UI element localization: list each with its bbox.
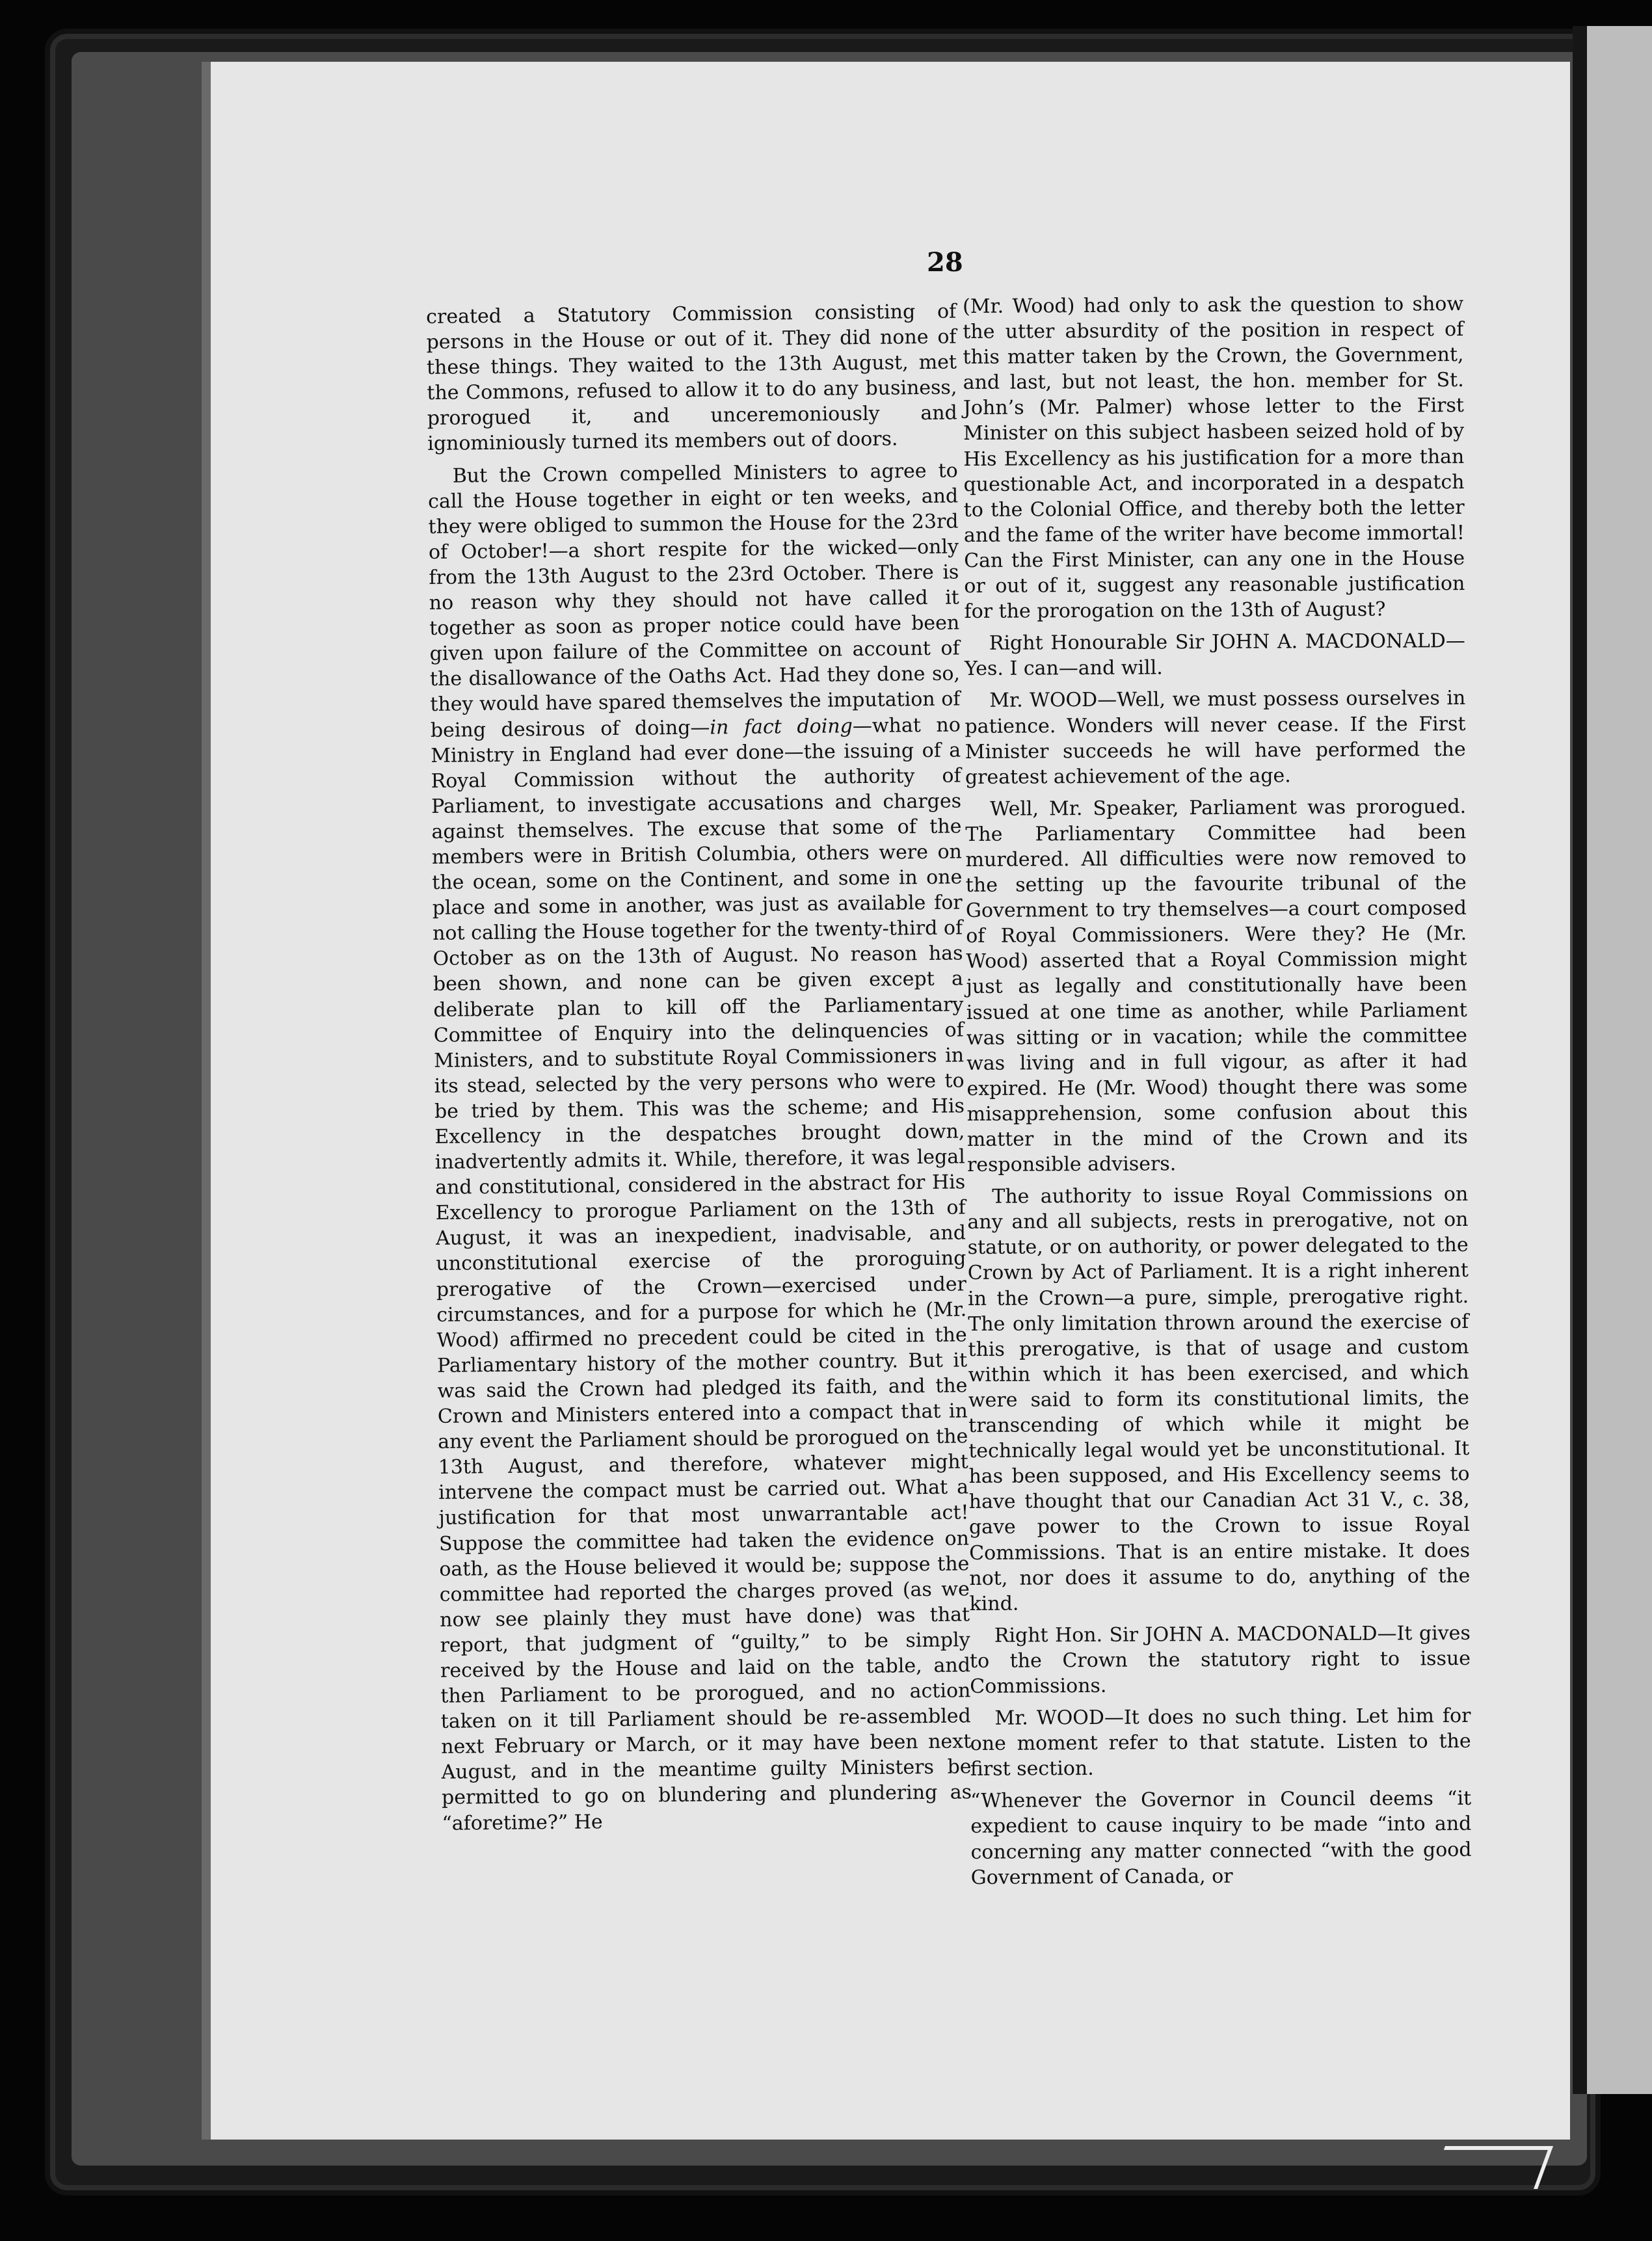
right-paragraph-5: The authority to issue Royal Commissions on any and all subjects, rests in prerogative, not on statute, or on authority, or power delegated to the Crown by Act of Parliament. It is a right inherent in the Crown—a pure, simple, prerogative right. The only limitation thrown around the exercise of this prerogative, is that of usage and custom within which it has been exercised, and which were said to form its constitutional limits, the transcending of which while it might be technically legal would yet be unconstitutional. It has been supposed, and His Excellency seems to have thought that our Canadian Act 31 V., c. 38, gave power to the Crown to issue Royal Commissions. That is an entire mistake. It does not, nor does it assume to do, anything of the kind. (967, 1183, 1471, 1615)
right-paragraph-1: (Mr. Wood) had only to ask the question to show the utter absurdity of the position in respect of this matter taken by the Crown, the Government, and last, but not least, the hon. member for St. John’s (Mr. Palmer) whose letter to the First Minister on this subject hasbeen seized hold of by His Excellency as his justification for a more than questionable Act, and incorporated in a despatch to the Colonial Office, and thereby both the letter and the fame of the writer have become immortal! Can the First Minister, can any one in the House or out of it, suggest any reasonable justification for the prorogation on the 13th of August? (963, 292, 1465, 624)
right-paragraph-7: Mr. WOOD—It does no such thing. Let him for one moment refer to that statute. Listen to the first section. (970, 1704, 1471, 1781)
right-paragraph-3: Mr. WOOD—Well, we must possess ourselves in patience. Wonders will never cease. If the First Minister succeeds he will have performed the greatest achievement of the age. (965, 687, 1466, 789)
gutter-shadow (1573, 26, 1587, 2094)
right-paragraph-4: Well, Mr. Speaker, Parliament was prorogued. The Parliamentary Committee had been murdered. All difficulties were now removed to the setting up the favourite tribunal of the Government to try themselves—a court composed of Royal Commissioners. Were they? He (Mr. Wood) asserted that a Royal Commission might just as legally and constitutionally have been issued at one time as another, while Parliament was sitting or in vacation; while the committee was living and in full vigour, as after it had expired. He (Mr. Wood) thought there was some misapprehension, some confusion about this matter in the mind of the Crown and its responsible advisers. (965, 795, 1468, 1177)
right-column (963, 291, 1472, 1897)
right-paragraph-6: Right Hon. Sir JOHN A. MACDONALD—It gives to the Crown the statutory right to issue Commissions. (969, 1621, 1471, 1698)
corner-mark (1430, 2146, 1553, 2189)
left-paragraph-2-part-a: But the Crown compelled Ministers to agree to call the House together in eight or ten weeks, and they were obliged to summon the House for the 23rd of October!—a short respite for the wicked—only from the 13th August to the 23rd October. There is no reason why they should not have called it together as soon as proper notice could have been given upon failure of the Committee on account of the disallowance of the Oaths Act. Had they done so, they would have spared themselves the imputation of being desirous of doing— (427, 459, 961, 742)
page-number: 28 (927, 247, 963, 278)
left-paragraph-2-part-b: —what no Ministry in England had ever done—the issuing of a Royal Commission without the authority of Parliament, to investigate accusations and charges against themselves. The excuse that some of the members were in British Columbia, others were on the ocean, some on the Continent, and some in one place and some in another, was just as available for not calling the House together for the twenty-third of October as on the 13th of August. No reason has been shown, and none can be given except a deliberate plan to kill off the Parliamentary Committee of Enquiry into the delinquencies of Ministers, and to substitute Royal Commissioners in its stead, selected by the very persons who were to be tried by them. This was the scheme; and His Excellency in the despatches brought down, inadvertently admits it. While, therefore, it was legal and constitutional, considered in the abstract for His Excellency to prorogue Parliament on the 13th of August, it was an inexpedient, inadvisable, and unconstitutional exercise of the proroguing prerogative of the Crown—exercised under circumstances, and for a purpose for which he (Mr. Wood) affirmed no precedent could be cited in the Parliamentary history of the mother country. But it was said the Crown had pledged its faith, and the Crown and Ministers entered into a compact that in any event the Parliament should be prorogued on the 13th August, and therefore, whatever might intervene the compact must be carried out. What a justification for that most unwarrantable act! Suppose the committee had taken the evidence on oath, as the House believed it would be; suppose the committee had reported the charges proved (as we now see plainly they must have done) was that report, that judgment of “guilty,” to be simply received by the House and laid on the table, and then Parliament to be prorogued, and no action taken on it till Parliament should be re-assembled next February or March, or it may have been next August, and in the meantime guilty Ministers be permitted to go on blundering and plundering as “aforetime?” He (431, 713, 972, 1835)
left-paragraph-1: created a Statutory Commission consisting of persons in the House or out of it. They did none of these things. They waited to the 13th August, met the Commons, refused to allow it to do any business, prorogued it, and unceremoniously and ignominiously turned its members out of doors. (426, 300, 957, 456)
left-paragraph-2 (428, 458, 972, 1836)
right-paragraph-2: Right Honourable Sir JOHN A. MACDONALD—Yes. I can—and will. (964, 630, 1465, 681)
right-paragraph-8: “Whenever the Governor in Council deems “it expedient to cause inquiry to be made “into and concerning any matter connected “with the good Government of Canada, or (970, 1787, 1472, 1889)
left-paragraph-2-italic: in fact doing (710, 714, 853, 739)
left-column (426, 298, 972, 1842)
